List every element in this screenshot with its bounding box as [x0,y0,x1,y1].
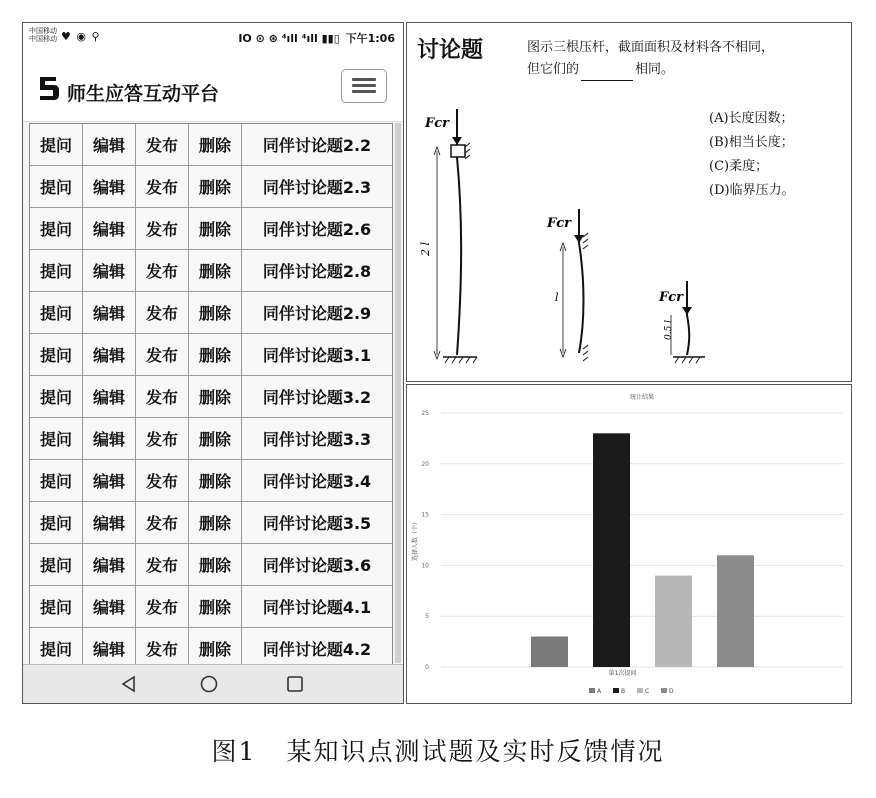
option-b: (B)相当长度； [709,135,794,150]
hamburger-menu-button[interactable] [341,69,387,103]
delete-button[interactable]: 删除 [189,376,242,417]
bar-b [593,433,630,667]
column-1 [419,109,477,363]
hamburger-line [352,84,376,87]
edit-button[interactable]: 编辑 [83,628,136,665]
column-2 [546,209,588,361]
discussion-question-panel [406,22,852,382]
edit-button[interactable]: 编辑 [83,334,136,375]
publish-button[interactable]: 发布 [136,502,189,543]
question-part-3: 相同。 [635,62,675,77]
y-tick-label: 10 [421,562,429,570]
y-tick-label: 0 [425,664,429,671]
column-diagram [407,101,707,381]
delete-button[interactable]: 删除 [189,418,242,459]
publish-button[interactable]: 发布 [136,250,189,291]
caption-number: 图1 [211,737,257,766]
scrollbar[interactable] [395,123,401,663]
book-logo-icon [37,75,61,101]
topic-link[interactable]: 同伴讨论题2.9 [242,292,392,333]
discussion-title: 讨论题 [417,37,484,63]
publish-button[interactable]: 发布 [136,460,189,501]
publish-button[interactable]: 发布 [136,586,189,627]
edit-button[interactable]: 编辑 [83,250,136,291]
table-row [30,292,392,334]
delete-button[interactable]: 删除 [189,208,242,249]
option-a: (A)长度因数； [709,111,794,126]
y-tick-label: 25 [421,410,429,417]
publish-button[interactable]: 发布 [136,124,189,165]
caption-text: 某知识点测试题及实时反馈情况 [286,737,665,766]
ask-button[interactable]: 提问 [30,586,83,627]
bar-a [531,637,568,667]
table-row [30,166,392,208]
publish-button[interactable]: 发布 [136,376,189,417]
table-row [30,544,392,586]
phone-screenshot [22,22,404,704]
legend-label-c: C [645,688,650,695]
delete-button[interactable]: 删除 [189,292,242,333]
table-row [30,418,392,460]
delete-button[interactable]: 删除 [189,628,242,665]
android-nav-bar [23,664,403,703]
carrier-1: 中国移动 [29,27,57,35]
y-tick-label: 15 [421,511,429,519]
ask-button[interactable]: 提问 [30,250,83,291]
edit-button[interactable]: 编辑 [83,166,136,207]
publish-button[interactable]: 发布 [136,544,189,585]
topic-link[interactable]: 同伴讨论题3.2 [242,376,392,417]
table-row [30,586,392,628]
chart-title: 统计结果 [629,394,655,401]
carrier-2: 中国移动 [29,35,57,43]
table-row [30,460,392,502]
publish-button[interactable]: 发布 [136,418,189,459]
delete-button[interactable]: 删除 [189,460,242,501]
discussion-list [29,123,393,665]
force-label-3: Fcr [659,290,683,305]
answer-blank [581,66,633,81]
topic-link[interactable]: 同伴讨论题2.2 [242,124,392,165]
length-label-1: 2 l [419,241,432,256]
status-time: 下午1:06 [345,32,395,45]
delete-button[interactable]: 删除 [189,124,242,165]
table-row [30,376,392,418]
legend-label-b: B [621,688,626,695]
legend-swatch-b [613,688,619,693]
topic-link[interactable]: 同伴讨论题4.1 [242,586,392,627]
table-row [30,334,392,376]
force-label-1: Fcr [425,116,449,131]
table-row [30,208,392,250]
topic-link[interactable]: 同伴讨论题3.1 [242,334,392,375]
edit-button[interactable]: 编辑 [83,376,136,417]
force-label-2: Fcr [547,216,571,231]
x-axis-label: 第1次提问 [608,670,637,677]
status-bar [23,23,403,53]
publish-button[interactable]: 发布 [136,208,189,249]
hamburger-line [352,90,376,93]
y-tick-label: 20 [421,460,429,468]
y-axis-label: 选择人数（个） [412,518,419,562]
answer-options [709,107,795,203]
topic-link[interactable]: 同伴讨论题2.8 [242,250,392,291]
legend-swatch-c [637,688,643,693]
delete-button[interactable]: 删除 [189,334,242,375]
y-tick-label: 5 [425,613,429,621]
edit-button[interactable]: 编辑 [83,586,136,627]
legend-label-d: D [669,688,674,695]
option-c: (C)柔度； [709,159,769,174]
hamburger-menu-icon [352,78,376,81]
topic-link[interactable]: 同伴讨论题2.6 [242,208,392,249]
recent-square-icon[interactable] [285,674,305,694]
topic-link[interactable]: 同伴讨论题3.4 [242,460,392,501]
edit-button[interactable]: 编辑 [83,460,136,501]
figure-caption [0,732,876,768]
ask-button[interactable]: 提问 [30,502,83,543]
length-label-3: 0.5 l [664,319,674,340]
home-circle-icon[interactable] [199,674,219,694]
question-text [527,37,847,81]
publish-button[interactable]: 发布 [136,166,189,207]
edit-button[interactable]: 编辑 [83,544,136,585]
app-bar [23,53,403,122]
publish-button[interactable]: 发布 [136,334,189,375]
result-bar-chart [407,385,851,703]
table-row [30,502,392,544]
status-left-icons: ♥ ◉ ⚲ [61,30,101,43]
edit-button[interactable]: 编辑 [83,124,136,165]
topic-link[interactable]: 同伴讨论题3.6 [242,544,392,585]
ask-button[interactable]: 提问 [30,166,83,207]
ask-button[interactable]: 提问 [30,124,83,165]
edit-button[interactable]: 编辑 [83,502,136,543]
option-d: (D)临界压力。 [709,183,795,198]
ask-button[interactable]: 提问 [30,544,83,585]
ask-button[interactable]: 提问 [30,376,83,417]
bar-d [717,555,754,667]
edit-button[interactable]: 编辑 [83,208,136,249]
status-right-icons: IO ⊙ ⊛ ⁴ıll ⁴ıll ▮▮▯ [238,32,340,45]
app-title: 师生应答互动平台 [67,83,220,105]
column-3 [658,281,705,363]
ask-button[interactable]: 提问 [30,208,83,249]
table-row [30,124,392,166]
length-label-2: l [555,291,559,304]
ask-button[interactable]: 提问 [30,292,83,333]
edit-button[interactable]: 编辑 [83,292,136,333]
topic-link[interactable]: 同伴讨论题4.2 [242,628,392,665]
delete-button[interactable]: 删除 [189,250,242,291]
topic-link[interactable]: 同伴讨论题2.3 [242,166,392,207]
legend-swatch-a [589,688,595,693]
result-chart-panel [406,384,852,704]
topic-link[interactable]: 同伴讨论题3.3 [242,418,392,459]
question-part-1: 图示三根压杆，截面面积及材料各不相同， [527,40,775,55]
ask-button[interactable]: 提问 [30,418,83,459]
delete-button[interactable]: 删除 [189,544,242,585]
delete-button[interactable]: 删除 [189,586,242,627]
legend-swatch-d [661,688,667,693]
delete-button[interactable]: 删除 [189,166,242,207]
delete-button[interactable]: 删除 [189,502,242,543]
question-part-2: 但它们的 [527,62,580,77]
publish-button[interactable]: 发布 [136,628,189,665]
status-right [238,30,395,46]
ask-button[interactable]: 提问 [30,334,83,375]
legend-label-a: A [597,688,602,695]
bar-c [655,576,692,667]
table-row [30,250,392,292]
publish-button[interactable]: 发布 [136,292,189,333]
table-row [30,628,392,665]
topic-link[interactable]: 同伴讨论题3.5 [242,502,392,543]
ask-button[interactable]: 提问 [30,460,83,501]
back-triangle-icon[interactable] [119,674,139,694]
ask-button[interactable]: 提问 [30,628,83,665]
edit-button[interactable]: 编辑 [83,418,136,459]
